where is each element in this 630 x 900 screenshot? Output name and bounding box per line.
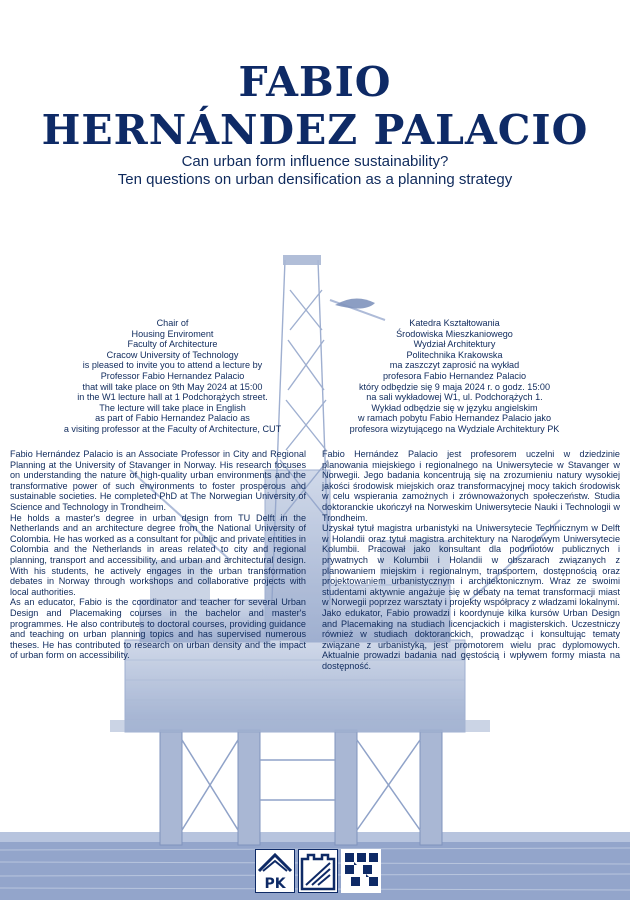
invitation-line: w ramach pobytu Fabio Hernandez Palacio jako [357,413,552,424]
invitation-line: profesora wizytującego na Wydziale Architektury PK [349,423,560,434]
biography-polish [322,449,620,671]
invitation-line: Professor Fabio Hernandez Palacio [100,370,245,381]
invitation-line: na sali wykładowej W1, ul. Podchorążych 1. [366,392,543,403]
invitation-line: Chair of [156,318,189,328]
invitation-polish [322,318,587,435]
speaker-name-line2: HERNÁNDEZ PALACIO [41,106,589,154]
invitation-line: The lecture will take place in English [99,402,246,413]
invitation-line: is pleased to invite you to attend a lecture by [82,360,263,371]
invitation-line: Katedra Kształtowania [409,318,500,328]
pk-logo-text: PK [264,876,286,892]
pk-logo-icon [255,849,295,893]
bio-paragraph: He holds a master's degree in urban design from TU Delft in the Netherlands and an architecture degree from the National University of Colombia. He has worked as a consultant for public and private entities in Colombia and the Netherlands in areas related to city and regional planning, transport and accessibility, and urban and architectural design. With his students, he actively engages in the urban transformation debates in Norway through workshops and collaborative projects with local authorities. [10,512,306,597]
bio-paragraph: Uzyskał tytuł magistra urbanistyki na Uniwersytecie Technicznym w Delft w Holandii oraz tytuł magistra architektury na Narodowym Uniwersytecie Kolumbii. Pracował jako konsultant dla podmiotów publicznych i prywatnych w Kolumbii i Holandii w obszarach związanych z planowaniem miejskim i regionalnym, transportem, dostępnością oraz projektowaniem urbanistycznym i architektonicznym. Wraz ze swoimi studentami aktywnie angażuje się w debaty na temat transformacji miast w Norwegii poprzez warsztaty i projekty współpracy z władzami lokalnymi. [322,523,620,608]
bio-paragraph: As an educator, Fabio is the coordinator and teacher for several Urban Design and Placemaking courses in the bachelor and master's programmes. He also contributes to doctoral courses, providing guidance and teaching on urban planning topics and has supervised numerous theses. He has contributed to research on urban density and the impact of urban form on accessibility. [10,597,306,661]
invitation-line: Środowiska Mieszkaniowego [396,328,513,339]
invitation-line: Wydział Architektury [413,339,496,350]
invitation-line: ma zaszczyt zaprosić na wykład [389,360,520,371]
bio-paragraph: Fabio Hernández Palacio jest profesorem uczelni w dziedzinie planowania miejskiego i regionalnego na Uniwersytecie w Stavanger w Norwegii. Jego badania koncentrują się na zrozumieniu natury wysokiej jakości środowisk miejskich oraz transformacyjnej mocy takich środowisk w celu wspierania zamożnych i zrównoważonych społeczeństw. Studia doktoranckie ukończył na Norweskim Uniwersytecie Nauki i Technologii w Trondheim. [322,449,620,523]
invitation-line: Cracow University of Technology [106,349,239,360]
invitation-line: that will take place on 9th May 2024 at 15:00 [82,381,263,392]
invitation-line: Housing Enviroment [131,328,214,339]
invitation-line: as part of Fabio Hernandez Palacio as [95,413,250,424]
invitation-line: Wykład odbędzie się w języku angielskim [371,402,538,413]
lecture-title-line1: Can urban form influence sustainability? [181,153,449,170]
invitation-english [40,318,305,435]
cracow-university-of-technology-logo [255,849,295,893]
grid-logo-icon [341,849,381,893]
bio-paragraph: Fabio Hernández Palacio is an Associate Professor in City and Regional Planning at the University of Stavanger in Norway. His research focuses on understanding the nature of high-quality urban environments and the transformative power of such environments to foster prosperous and sustainable societies. He completed PhD at The Norwegian University of Science and Technology in Trondheim. [10,449,306,512]
faculty-of-architecture-logo [298,849,338,893]
speaker-name-line1: FABIO [238,58,392,106]
invitation-line: Politechnika Krakowska [406,349,503,360]
institution-logos [0,849,630,893]
castle-logo-icon [298,849,338,893]
invitation-line: in the W1 lecture hall at 1 Podchorążych street. [77,392,268,403]
housing-environment-chair-logo [341,849,381,893]
invitation-line: profesora Fabio Hernandez Palacio [382,370,527,381]
bio-paragraph: Jako edukator, Fabio prowadzi i koordynuje kilka kursów Urban Design and Placemaking na studiach licencjackich i magisterskich. Uczestniczy również w studiach doktoranckich, prowadząc i konsultując tematy związane z urbanistyką, jest promotorem wielu prac dyplomowych. Aktualnie prowadzi badania nad gęstością i wpływem formy miasta na dostępność. [322,607,620,671]
invitation-line: a visiting professor at the Faculty of Architecture, CUT [63,423,282,434]
lecture-title-line2: Ten questions on urban densification as a planning strategy [117,171,513,188]
biography-english [10,449,306,661]
invitation-line: który odbędzie się 9 maja 2024 r. o godz. 15:00 [358,381,551,392]
invitation-line: Faculty of Architecture [127,339,218,350]
